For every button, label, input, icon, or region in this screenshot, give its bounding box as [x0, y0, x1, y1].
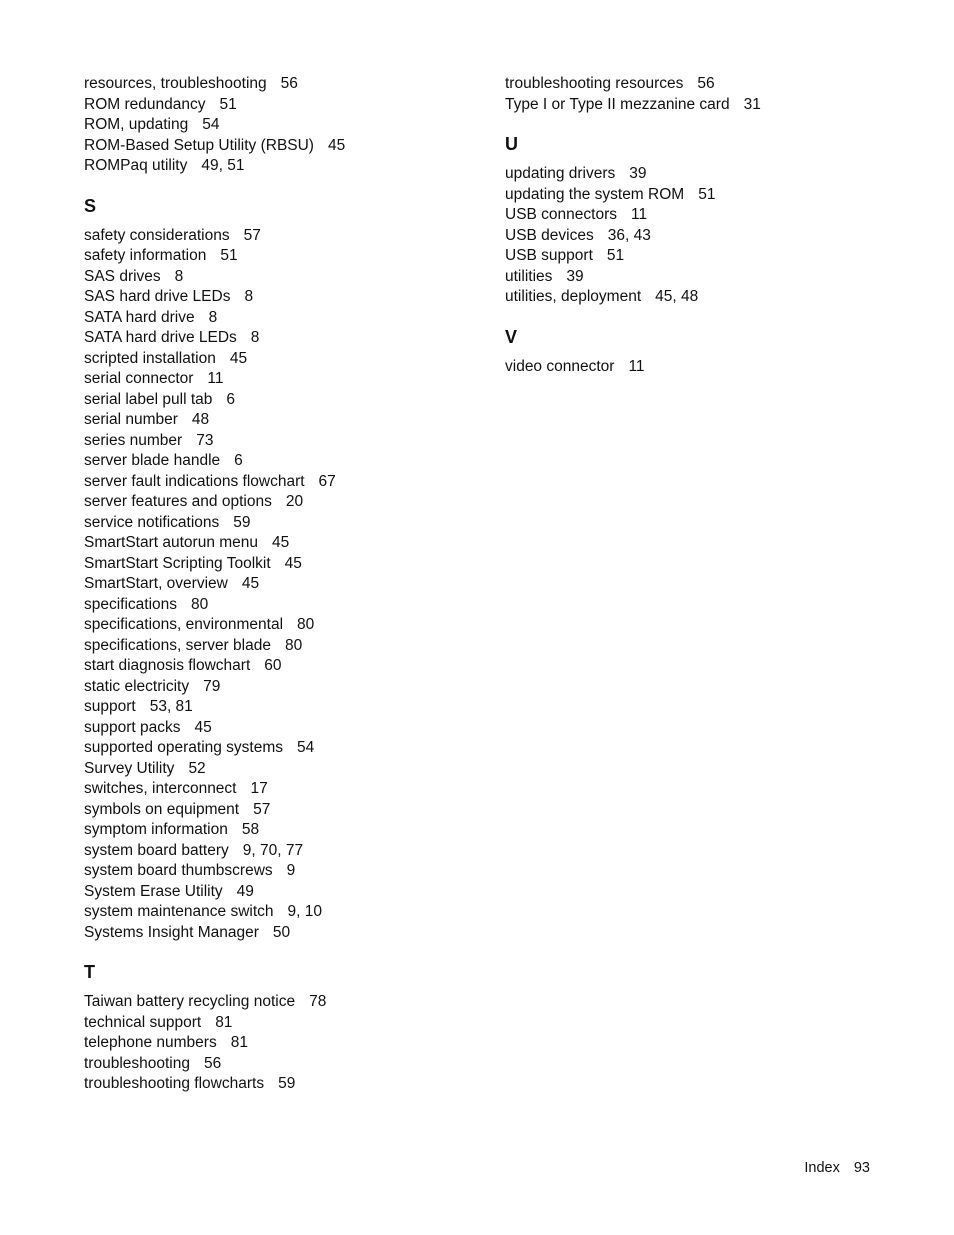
index-term: server blade handle	[84, 452, 221, 469]
index-page-reference[interactable]: 60	[264, 657, 282, 674]
index-term: Systems Insight Manager	[84, 923, 259, 941]
index-term: Type I or Type II mezzanine card	[505, 95, 730, 113]
index-entry	[84, 1054, 484, 1075]
index-page-reference[interactable]: 8	[174, 267, 184, 285]
index-term: USB support	[505, 247, 593, 264]
index-term: system maintenance switch	[84, 903, 274, 920]
index-column-right	[505, 74, 905, 377]
index-term: supported operating systems	[84, 739, 284, 756]
index-entry	[84, 1013, 484, 1034]
index-page-reference[interactable]: 49, 51	[201, 157, 245, 174]
index-entry	[84, 246, 484, 267]
index-page-reference[interactable]: 54	[202, 116, 220, 133]
index-term: safety considerations	[84, 226, 230, 244]
index-page-reference[interactable]: 79	[203, 677, 221, 695]
index-term: symbols on equipment	[84, 800, 240, 818]
index-term: serial number	[84, 411, 178, 428]
index-entry	[84, 287, 484, 308]
index-entry	[84, 1033, 484, 1054]
index-term: USB devices	[505, 226, 594, 244]
index-page-reference[interactable]: 45	[284, 554, 302, 572]
index-term: Survey Utility	[84, 759, 175, 777]
index-page-reference[interactable]: 39	[566, 267, 584, 285]
index-entry	[84, 1074, 484, 1095]
index-entry	[84, 513, 484, 534]
page-footer	[700, 1158, 870, 1178]
index-page-reference[interactable]: 51	[606, 247, 625, 264]
index-entry	[84, 74, 484, 95]
index-term: ROM-Based Setup Utility (RBSU)	[84, 136, 314, 154]
index-entry	[84, 328, 484, 349]
index-term: utilities	[505, 267, 553, 285]
index-page-reference[interactable]: 67	[318, 472, 336, 490]
footer-page-number: 93	[853, 1160, 870, 1176]
index-page-reference[interactable]: 80	[191, 595, 209, 613]
index-page-reference[interactable]: 80	[297, 616, 315, 633]
index-term: static electricity	[84, 677, 190, 695]
index-page-reference[interactable]: 8	[244, 288, 254, 305]
index-page-reference[interactable]: 9	[286, 862, 296, 879]
index-page-reference[interactable]: 45	[194, 718, 212, 736]
index-entry	[84, 718, 484, 739]
index-entry	[84, 115, 484, 136]
index-page-reference[interactable]: 57	[253, 800, 271, 818]
index-page-reference[interactable]: 11	[628, 357, 645, 375]
index-page-reference[interactable]: 45	[327, 136, 346, 154]
index-page-reference[interactable]: 81	[230, 1034, 248, 1051]
section-letter-heading: T	[84, 962, 95, 982]
index-entry	[84, 533, 484, 554]
section-letter-heading: U	[505, 134, 518, 154]
index-page-reference[interactable]: 80	[284, 636, 303, 654]
index-entry	[84, 390, 484, 411]
index-term: service notifications	[84, 513, 220, 531]
index-term: safety information	[84, 247, 207, 264]
index-entry	[84, 820, 484, 841]
index-entry	[84, 697, 484, 718]
index-page-reference[interactable]: 45, 48	[655, 288, 699, 305]
index-entry	[84, 759, 484, 780]
index-term: telephone numbers	[84, 1034, 217, 1051]
index-term: SmartStart autorun menu	[84, 534, 259, 551]
index-page-reference[interactable]: 20	[285, 493, 304, 510]
index-page-reference[interactable]: 45	[272, 534, 290, 551]
index-term: SATA hard drive	[84, 308, 195, 326]
index-term: SmartStart Scripting Toolkit	[84, 554, 271, 572]
index-page-reference[interactable]: 73	[196, 431, 214, 449]
index-entry	[505, 185, 905, 206]
index-entry	[84, 636, 484, 657]
index-page-reference[interactable]: 51	[698, 185, 716, 203]
index-column-left	[84, 74, 484, 1095]
index-term: ROM, updating	[84, 116, 189, 133]
footer-label: Index	[804, 1160, 840, 1176]
index-term: SATA hard drive LEDs	[84, 329, 237, 346]
index-term: serial connector	[84, 370, 194, 387]
index-page-reference[interactable]: 45	[241, 575, 260, 592]
index-term: symptom information	[84, 821, 228, 838]
index-term: Taiwan battery recycling notice	[84, 993, 296, 1010]
index-entry	[84, 800, 484, 821]
index-term: resources, troubleshooting	[84, 75, 267, 92]
index-page-reference[interactable]: 52	[188, 759, 206, 777]
index-term: server fault indications flowchart	[84, 472, 305, 490]
index-page-reference[interactable]: 31	[743, 95, 761, 113]
index-entry	[84, 156, 484, 177]
index-term: ROM redundancy	[84, 95, 206, 113]
index-entry	[84, 349, 484, 370]
index-entry	[505, 267, 905, 288]
index-term: scripted installation	[84, 349, 216, 367]
index-entry	[505, 164, 905, 185]
index-term: video connector	[505, 357, 615, 375]
index-term: SAS hard drive LEDs	[84, 288, 231, 305]
index-page-reference[interactable]: 56	[280, 75, 298, 92]
index-page-reference[interactable]: 11	[631, 206, 648, 223]
index-page-reference[interactable]: 36, 43	[607, 226, 651, 244]
index-term: System Erase Utility	[84, 882, 223, 900]
index-entry	[84, 492, 484, 513]
index-entry	[84, 992, 484, 1013]
index-page-reference[interactable]: 51	[220, 247, 238, 264]
index-page-reference[interactable]: 6	[234, 452, 243, 469]
index-entry	[84, 595, 484, 616]
index-term: SmartStart, overview	[84, 575, 228, 592]
index-page-reference[interactable]: 78	[309, 993, 327, 1010]
index-page-reference[interactable]: 51	[219, 95, 237, 113]
index-section	[505, 133, 905, 308]
index-entry	[84, 615, 484, 636]
index-section	[84, 195, 484, 944]
index-term: specifications	[84, 595, 178, 613]
index-term: USB connectors	[505, 206, 617, 223]
index-term: server features and options	[84, 493, 272, 510]
index-term: troubleshooting flowcharts	[84, 1075, 265, 1092]
index-term: troubleshooting resources	[505, 75, 684, 92]
index-page-reference[interactable]: 56	[204, 1054, 222, 1072]
index-section	[505, 74, 905, 115]
index-entry	[84, 226, 484, 247]
index-entry	[505, 74, 905, 95]
index-entry	[84, 861, 484, 882]
section-letter-heading: V	[505, 326, 518, 347]
index-entry	[505, 95, 905, 116]
index-page-reference[interactable]: 9, 10	[287, 903, 323, 920]
index-entry	[84, 882, 484, 903]
index-entry	[84, 779, 484, 800]
index-page-reference[interactable]: 54	[297, 739, 315, 756]
index-entry	[84, 738, 484, 759]
index-term: troubleshooting	[84, 1054, 190, 1072]
index-page-reference[interactable]: 8	[208, 308, 218, 326]
index-page-reference[interactable]: 11	[207, 370, 224, 387]
index-entry	[84, 136, 484, 157]
index-term: series number	[84, 431, 183, 449]
index-term: system board battery	[84, 841, 229, 859]
index-section	[84, 74, 484, 177]
index-page-reference[interactable]: 48	[191, 411, 210, 428]
index-entry	[84, 308, 484, 329]
index-page-reference[interactable]: 45	[229, 349, 248, 367]
index-page-reference[interactable]: 9, 70, 77	[242, 841, 304, 859]
index-term: start diagnosis flowchart	[84, 657, 251, 674]
index-term: support packs	[84, 718, 181, 736]
index-entry	[505, 205, 905, 226]
index-page-reference[interactable]: 56	[697, 75, 715, 92]
index-page-reference[interactable]: 39	[629, 165, 647, 182]
index-entry	[84, 923, 484, 944]
index-page-reference[interactable]: 17	[250, 780, 268, 797]
index-page-reference[interactable]: 50	[272, 923, 291, 941]
index-page-reference[interactable]: 58	[241, 821, 260, 838]
index-entry	[84, 677, 484, 698]
index-term: specifications, environmental	[84, 616, 284, 633]
index-entry	[84, 267, 484, 288]
index-entry	[84, 656, 484, 677]
index-section	[84, 961, 484, 1095]
index-page-reference[interactable]: 8	[250, 329, 260, 346]
index-term: system board thumbscrews	[84, 862, 273, 879]
index-term: utilities, deployment	[505, 288, 642, 305]
index-entry	[84, 431, 484, 452]
index-term: ROMPaq utility	[84, 157, 188, 174]
index-page-reference[interactable]: 57	[243, 226, 261, 244]
index-page-reference[interactable]: 6	[226, 390, 236, 408]
index-entry	[84, 451, 484, 472]
index-entry	[84, 574, 484, 595]
index-term: switches, interconnect	[84, 780, 237, 797]
index-entry	[84, 95, 484, 116]
index-entry	[84, 369, 484, 390]
index-term: updating the system ROM	[505, 185, 685, 203]
index-entry	[505, 357, 905, 378]
section-letter-heading: S	[84, 195, 97, 216]
index-entry	[84, 554, 484, 575]
index-entry	[84, 902, 484, 923]
index-term: technical support	[84, 1013, 202, 1031]
index-section	[505, 326, 905, 378]
index-page-reference[interactable]: 81	[215, 1013, 233, 1031]
index-term: serial label pull tab	[84, 390, 213, 408]
index-term: SAS drives	[84, 267, 161, 285]
index-entry	[84, 841, 484, 862]
index-term: updating drivers	[505, 165, 616, 182]
index-entry	[505, 287, 905, 308]
index-term: specifications, server blade	[84, 636, 271, 654]
index-entry	[505, 226, 905, 247]
index-entry	[505, 246, 905, 267]
index-page-reference[interactable]: 53, 81	[149, 698, 193, 715]
index-page-reference[interactable]: 59	[278, 1075, 296, 1092]
index-page-reference[interactable]: 49	[236, 882, 254, 900]
index-term: support	[84, 698, 136, 715]
index-page-reference[interactable]: 59	[233, 513, 251, 531]
index-entry	[84, 472, 484, 493]
index-entry	[84, 410, 484, 431]
